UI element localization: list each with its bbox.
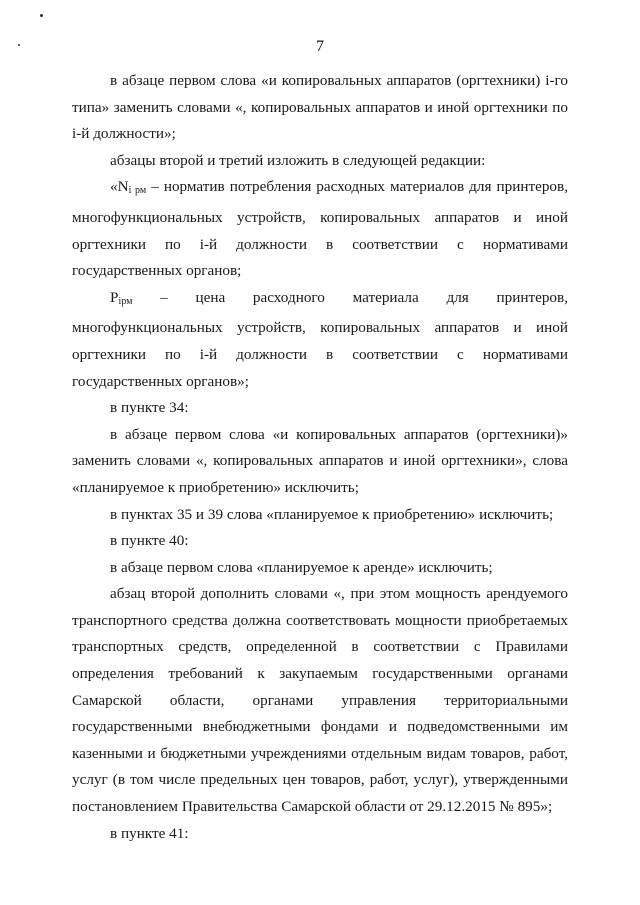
p-word: расходного [252,288,325,306]
p-word: материала [352,288,419,306]
p-dash: – [160,288,168,306]
document-body [72,68,568,847]
paragraph: в абзаце первом слова «планируемое к аренде» исключить; [110,558,493,576]
p-symbol-group [110,285,132,316]
paragraph: в абзаце первом слова «и копировальных аппаратов (оргтехники)» заменить словами «, копировальных аппаратов и иной оргтехники», слова «планируемое к приобретению» исключить; [72,425,568,496]
n-symbol: «N [110,178,129,196]
p-word: цена [195,288,226,306]
n-definition-text: – норматив потребления расходных материалов для принтеров, многофункциональных устройств, копировальных аппаратов и иной оргтехники по i-й должности в соответствии с нормативами государственных органов; [72,178,568,280]
paragraph: абзацы второй и третий изложить в следующей редакции: [110,151,486,169]
p-word: принтеров, [496,288,568,306]
paragraph: в пункте 40: [110,532,189,550]
paragraph: в пункте 34: [110,399,189,417]
paragraph: абзац второй дополнить словами «, при этом мощность арендуемого транспортного средства должна соответствовать мощности приобретаемых транспортных средств, определенной в соответствии с Правилами определения требований к закупаемым государственными органами Самарской области, органами управления территориальными государственными внебюджетными фондами и подведомственными им казенными и бюджетными учреждениями отдельным видам товаров, работ, услуг (в том числе предельных цен товаров, работ, услуг), утвержденными постановлением Правительства Самарской области от 29.12.2015 № 895»; [72,585,568,816]
paragraph: в абзаце первом слова «и копировальных аппаратов (оргтехники) i-го типа» заменить словами «, копировальных аппаратов и иной оргтехники по i-й должности»; [72,72,568,143]
p-word: для [446,288,469,306]
p-subscript: iрм [118,295,133,307]
p-definition-first-line [72,285,568,316]
p-definition-paragraph [72,285,568,395]
n-definition-paragraph [72,174,568,284]
paragraph: в пунктах 35 и 39 слова «планируемое к приобретению» исключить; [110,505,554,523]
p-symbol: P [110,288,119,306]
n-subscript: i рм [128,185,147,197]
scan-speck [40,14,43,17]
paragraph: в пункте 41: [110,824,189,842]
p-definition-text: многофункциональных устройств, копировальных аппаратов и иной оргтехники по i-й должности в соответствии с нормативами государственных органов»; [72,319,568,390]
page-number: 7 [316,38,324,55]
